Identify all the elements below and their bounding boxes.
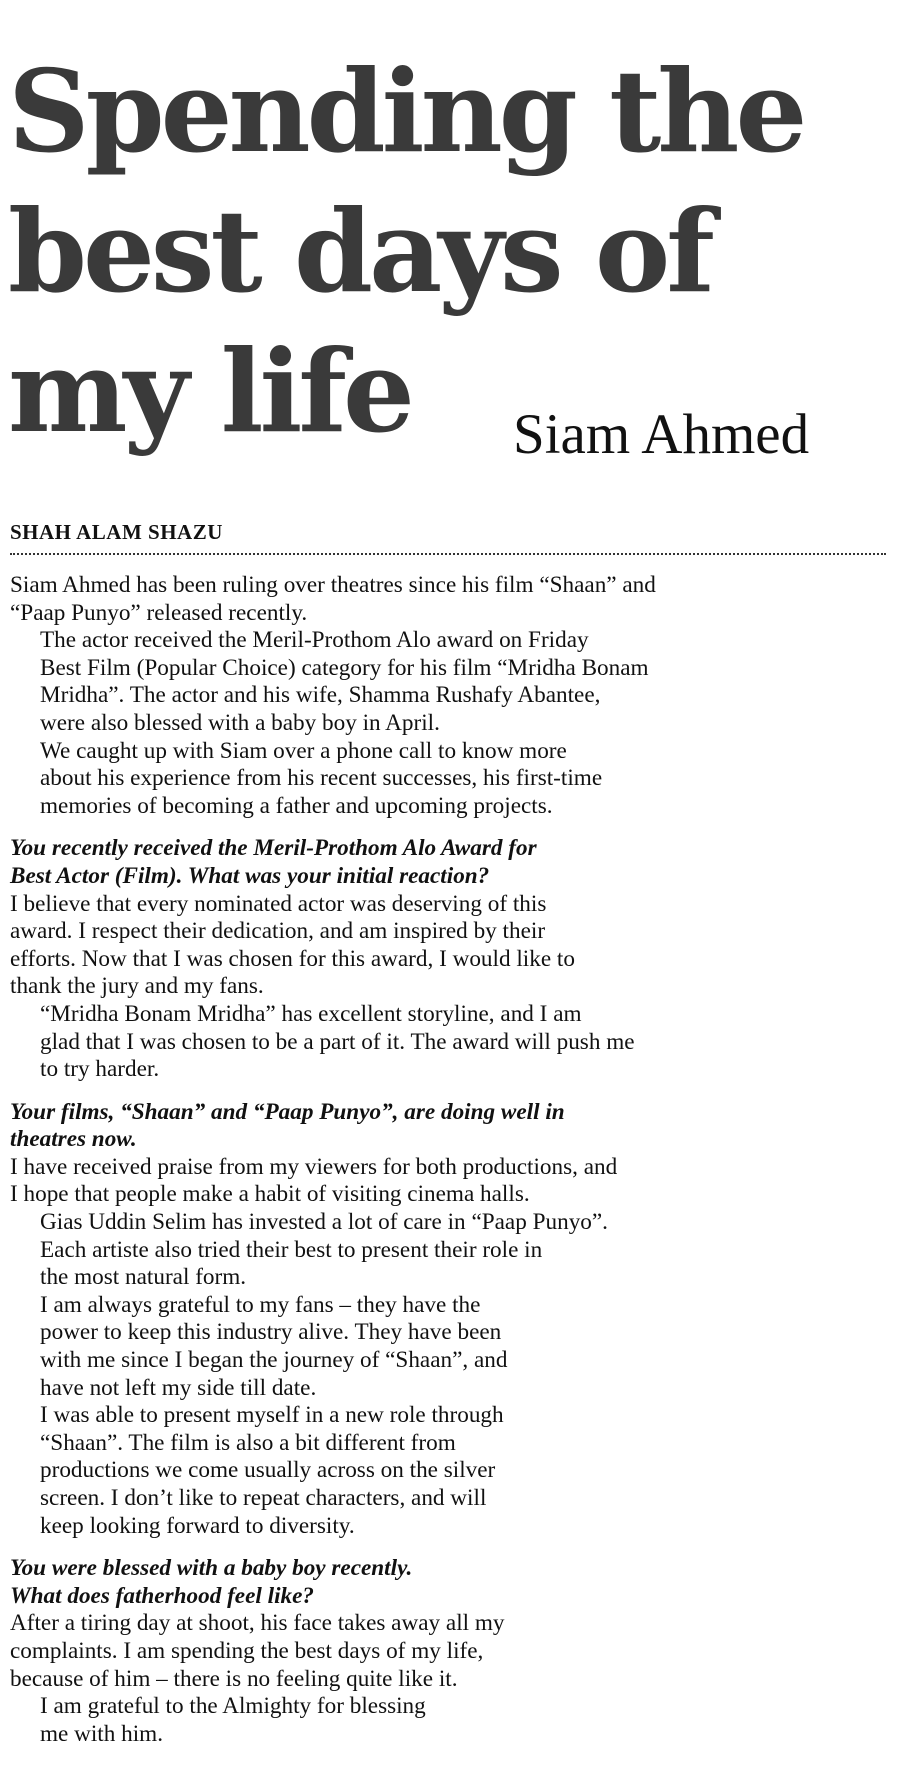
interview-question: [10, 1555, 886, 1610]
text-line: keep looking forward to diversity.: [40, 1512, 355, 1539]
answer-paragraph: [10, 1402, 886, 1540]
text-line: efforts. Now that I was chosen for this award, I would like to: [10, 945, 575, 972]
text-line: theatres now.: [10, 1126, 137, 1153]
byline: SHAH ALAM SHAZU: [10, 520, 223, 544]
text-line: What does fatherhood feel like?: [10, 1582, 314, 1609]
answer-paragraph: [10, 891, 886, 1001]
interview-question: [10, 835, 886, 890]
text-line: I am always grateful to my fans – they have the: [40, 1291, 481, 1318]
text-line: about his experience from his recent successes, his first-time: [40, 765, 603, 792]
text-line: Gias Uddin Selim has invested a lot of care in “Paap Punyo”.: [40, 1209, 608, 1236]
text-line: were also blessed with a baby boy in April.: [40, 709, 440, 736]
intro-paragraph: [10, 572, 886, 627]
text-line: I have received praise from my viewers for both productions, and: [10, 1153, 618, 1180]
text-line: You recently received the Meril-Prothom Alo Award for: [10, 835, 537, 862]
text-line: I am grateful to the Almighty for blessing: [40, 1693, 426, 1720]
text-line: because of him – there is no feeling quite like it.: [10, 1665, 458, 1692]
text-line: the most natural form.: [40, 1264, 247, 1291]
headline-line: best days of: [8, 185, 711, 318]
text-line: “Shaan”. The film is also a bit different from: [40, 1429, 456, 1456]
answer-paragraph: [10, 1693, 886, 1748]
text-line: The actor received the Meril-Prothom Alo award on Friday: [40, 627, 589, 654]
text-line: to try harder.: [40, 1056, 160, 1083]
intro-paragraph: [10, 738, 886, 821]
text-line: Best Film (Popular Choice) category for his film “Mridha Bonam: [40, 654, 649, 681]
text-line: productions we come usually across on the silver: [40, 1457, 496, 1484]
text-line: award. I respect their dedication, and am inspired by their: [10, 918, 546, 945]
text-line: I hope that people make a habit of visiting cinema halls.: [10, 1181, 530, 1208]
headline-line: Spending the: [8, 45, 804, 178]
answer-paragraph: [10, 1292, 886, 1402]
dotted-divider: [10, 553, 886, 555]
interview-question: [10, 1099, 886, 1154]
text-line: I believe that every nominated actor was deserving of this: [10, 890, 547, 917]
text-line: with me since I began the journey of “Shaan”, and: [40, 1347, 508, 1374]
answer-paragraph: [10, 1610, 886, 1693]
text-line: Each artiste also tried their best to present their role in: [40, 1236, 543, 1263]
text-line: “Mridha Bonam Mridha” has excellent storyline, and I am: [40, 1000, 582, 1027]
answer-paragraph: [10, 1154, 886, 1209]
text-line: You were blessed with a baby boy recently.: [10, 1555, 413, 1582]
subject-name: Siam Ahmed: [513, 403, 810, 466]
text-line: Your films, “Shaan” and “Paap Punyo”, are doing well in: [10, 1098, 565, 1125]
text-line: thank the jury and my fans.: [10, 973, 264, 1000]
text-line: Siam Ahmed has been ruling over theatres since his film “Shaan” and: [10, 572, 656, 598]
headline: [8, 42, 803, 462]
intro-paragraph: [10, 627, 886, 737]
text-line: Mridha”. The actor and his wife, Shamma Rushafy Abantee,: [40, 682, 601, 709]
text-line: power to keep this industry alive. They have been: [40, 1319, 502, 1346]
text-line: complaints. I am spending the best days of my life,: [10, 1637, 484, 1664]
headline-line: my life: [8, 325, 411, 458]
text-line: I was able to present myself in a new role through: [40, 1402, 504, 1429]
text-line: After a tiring day at shoot, his face takes away all my: [10, 1610, 505, 1637]
text-line: Best Actor (Film). What was your initial reaction?: [10, 862, 490, 889]
text-line: screen. I don’t like to repeat characters, and will: [40, 1485, 487, 1511]
text-line: memories of becoming a father and upcoming projects.: [40, 792, 553, 819]
text-line: have not left my side till date.: [40, 1374, 317, 1401]
text-line: “Paap Punyo” released recently.: [10, 599, 308, 626]
article-body: [10, 572, 886, 1748]
text-line: glad that I was chosen to be a part of it. The award will push me: [40, 1028, 635, 1055]
text-line: me with him.: [40, 1720, 164, 1747]
answer-paragraph: [10, 1209, 886, 1292]
text-line: We caught up with Siam over a phone call to know more: [40, 737, 567, 764]
answer-paragraph: [10, 1001, 886, 1084]
